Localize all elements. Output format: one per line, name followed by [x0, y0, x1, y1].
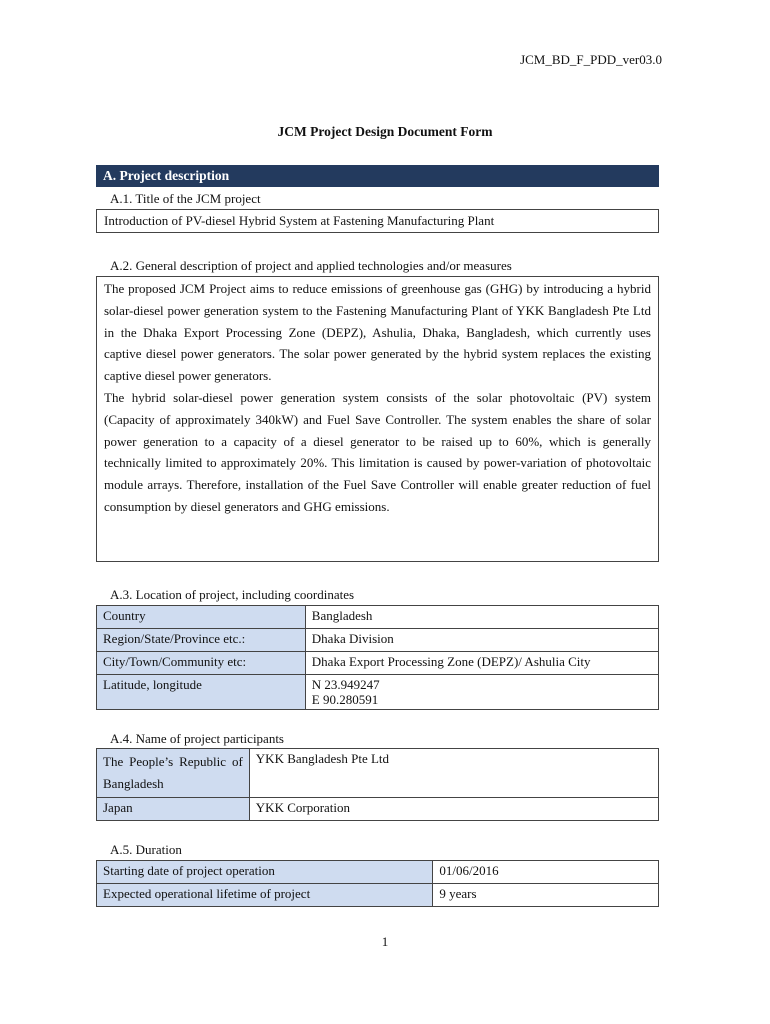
duration-value: 9 years: [433, 884, 659, 907]
section-a-heading: A. Project description: [96, 165, 659, 187]
project-title-field: Introduction of PV-diesel Hybrid System at Fastening Manufacturing Plant: [96, 209, 659, 233]
a3-label: A.3. Location of project, including coordinates: [110, 587, 355, 602]
table-row: [97, 798, 659, 821]
table-row: [97, 606, 659, 629]
latitude-value: N 23.949247: [311, 677, 380, 692]
form-title: JCM Project Design Document Form: [277, 124, 493, 139]
page-number: 1: [381, 934, 389, 949]
location-value: Bangladesh: [305, 606, 658, 629]
project-description-box: [96, 276, 659, 562]
location-value: Dhaka Export Processing Zone (DEPZ)/ Ashulia City: [305, 652, 658, 675]
a2-label: A.2. General description of project and applied technologies and/or measures: [110, 258, 512, 273]
location-key: Latitude, longitude: [97, 675, 306, 710]
location-key: Region/State/Province etc.:: [97, 629, 306, 652]
description-paragraph-2: The hybrid solar-diesel power generation system consists of the solar photovoltaic (PV) system (Capacity of approximately 340kW) and Fuel Save Controller. The system enables the share of solar power generation to a capacity of a diesel generator to be raised up to 60%, which is generally technically limited to approximately 20%. This limitation is caused by power-variation of photovoltaic module arrays. Therefore, installation of the Fuel Save Controller will enable greater reduction of fuel consumption by diesel generators and GHG emissions.: [104, 389, 651, 514]
a5-label: A.5. Duration: [110, 842, 182, 857]
table-row: [97, 629, 659, 652]
document-id: JCM_BD_F_PDD_ver03.0: [520, 52, 662, 67]
location-value: [305, 675, 658, 710]
participants-table: [96, 748, 659, 821]
location-key: City/Town/Community etc:: [97, 652, 306, 675]
participant-name: YKK Corporation: [249, 798, 658, 821]
longitude-value: E 90.280591: [311, 692, 379, 707]
table-row: [97, 749, 659, 798]
location-value: Dhaka Division: [305, 629, 658, 652]
participant-party: Japan: [97, 798, 250, 821]
participant-name: YKK Bangladesh Pte Ltd: [249, 749, 658, 798]
location-table: [96, 605, 659, 710]
table-row: [97, 652, 659, 675]
participant-party: The People’s Republic of Bangladesh: [97, 749, 250, 798]
table-row: [97, 884, 659, 907]
table-row: [97, 861, 659, 884]
duration-key: Starting date of project operation: [97, 861, 433, 884]
description-paragraph-1: The proposed JCM Project aims to reduce emissions of greenhouse gas (GHG) by introducing a hybrid solar-diesel power generation system to the Fastening Manufacturing Plant of YKK Bangladesh Pte Ltd in the Dhaka Export Processing Zone (DEPZ), Ashulia, Dhaka, Bangladesh, which currently uses captive diesel power generators. The solar power generated by the hybrid system replaces the existing captive diesel power generators.: [104, 281, 651, 384]
location-key: Country: [97, 606, 306, 629]
table-row: [97, 675, 659, 710]
duration-value: 01/06/2016: [433, 861, 659, 884]
a4-label: A.4. Name of project participants: [110, 731, 284, 746]
duration-table: [96, 860, 659, 907]
duration-key: Expected operational lifetime of project: [97, 884, 433, 907]
a1-label: A.1. Title of the JCM project: [110, 191, 261, 206]
